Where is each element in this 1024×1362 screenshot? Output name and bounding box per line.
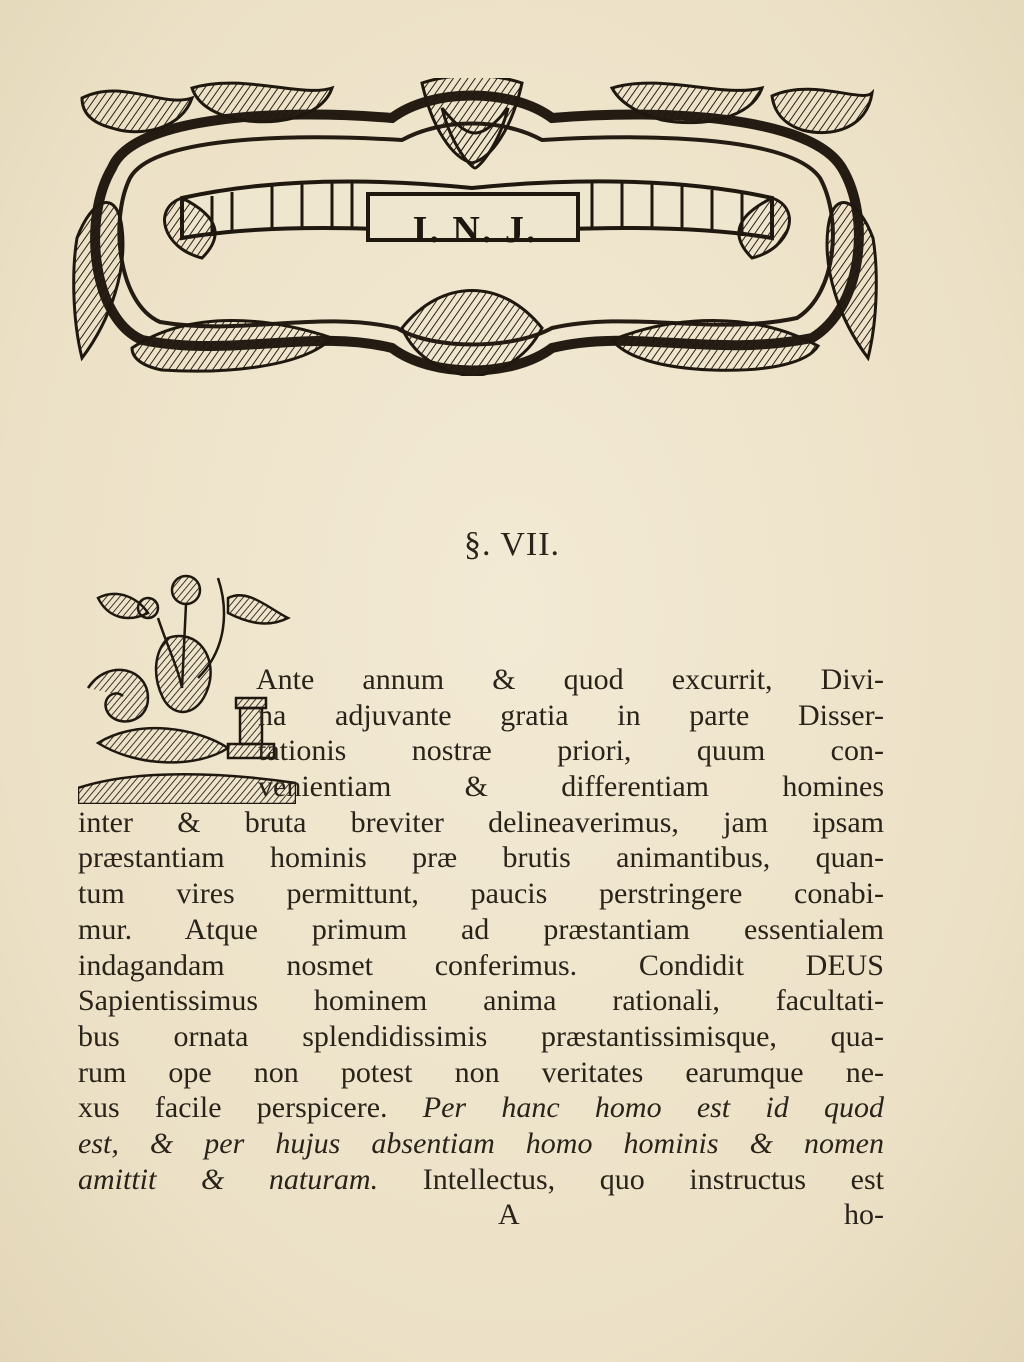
body-text [78,662,884,1197]
text-line-4: venientiam & differentiam homines [258,770,884,804]
text-line-5: inter & bruta breviter delineaverimus, jam ipsam [78,805,884,839]
text-line-11: bus ornata splendidissimis præstantissimisque, qua- [78,1019,884,1053]
text-line-14: est, & per hujus absentiam homo hominis & nomen [78,1126,884,1160]
text-line-7: tum vires permittunt, paucis perstringere conabi- [78,877,884,911]
text-line-15-italic: amittit & naturam. [78,1162,379,1196]
text-line-15-roman: Intellectus, quo instructus est [422,1162,884,1196]
catchword: ho- [844,1198,884,1231]
ornamental-headpiece [72,78,878,376]
text-line-10: Sapientissimus hominem anima rationali, facultati- [78,984,884,1018]
banner-text: I. N. J. [412,209,538,251]
text-line-8: mur. Atque primum ad præstantiam essentialem [78,912,884,946]
page-footer [78,1198,884,1238]
text-line-3: tationis nostræ priori, quum con- [258,734,884,768]
text-line-13-italic: Per hanc homo est id quod [422,1091,884,1125]
signature-mark: A [498,1198,520,1231]
text-line-13-roman: xus facile perspicere. [78,1091,388,1125]
text-line-6: præstantiam hominis præ brutis animantibus, quan- [78,841,884,875]
text-line-1: Ante annum & quod excurrit, Divi- [256,663,884,696]
text-line-12: rum ope non potest non veritates earumque ne- [78,1055,884,1089]
text-line-13 [78,1090,884,1126]
text-line-9: indagandam nosmet conferimus. Condidit DEUS [78,948,884,982]
text-line-15 [78,1162,884,1198]
text-line-2: na adjuvante gratia in parte Disser- [258,698,884,732]
section-heading: §. VII. [463,526,561,563]
